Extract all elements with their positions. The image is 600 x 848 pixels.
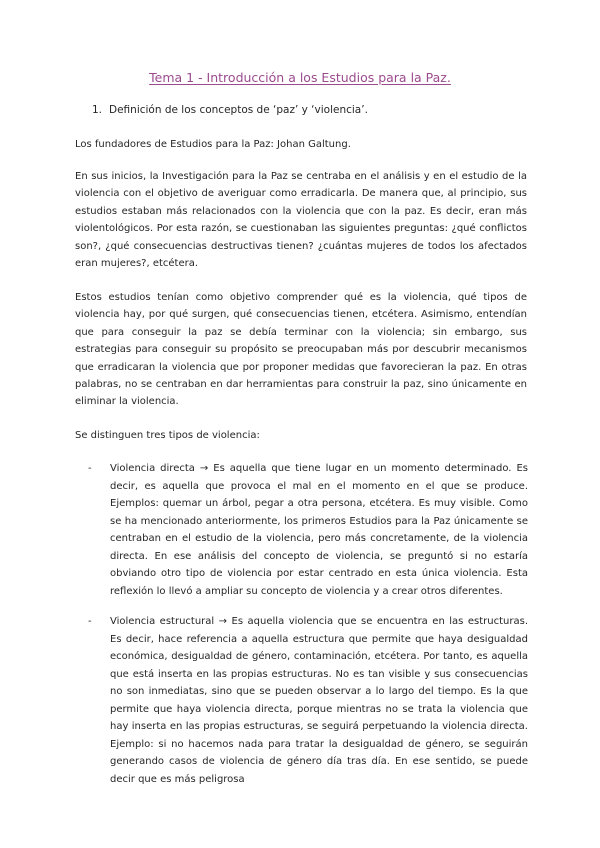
bullet-violencia-estructural: Violencia estructural → Es aquella violencia que se encuentra en las estructuras. Es decir, hace referencia a aquella estructura que permite que haya desigualdad económica, desigualdad de género, contaminación, etcétera. Por tanto, es aquella que está inserta en las propias estructuras. No es tan visible y sus consecuencias no son inmediatas, sino que se pueden observar a lo largo del tiempo. Es la que permite que haya violencia directa, porque mientras no se trata la violencia que hay inserta en las propias estructuras, se seguirá perpetuando la violencia directa. Ejemplo: si no hacemos nada para tratar la desigualdad de género, se seguirán generando casos de violencia de género día tras día. En ese sentido, se puede decir que es más peligrosa [110, 616, 528, 785]
bullet-violencia-directa: Violencia directa → Es aquella que tiene lugar en un momento determinado. Es decir, es aquella que provoca el mal en el momento en el que se produce. Ejemplos: quemar un árbol, pegar a otra persona, etcétera. Es muy visible. Como se ha mencionado anteriormente, los primeros Estudios para la Paz únicamente se centraban en el estudio de la violencia, pero más concretamente, de la violencia directa. En ese análisis del concepto de violencia, se preguntó si no estaría obviando otro tipo de violencia por estar centrado en esta única violencia. Esta reflexión lo llevó a ampliar su concepto de violencia y a crear otros diferentes. [110, 463, 528, 597]
section-heading-text: Definición de los conceptos de ‘paz’ y ‘violencia’. [109, 104, 368, 116]
bullet-dash: - [88, 616, 92, 627]
founders-line: Los fundadores de Estudios para la Paz: Johan Galtung. [75, 139, 351, 150]
document-title: Tema 1 - Introducción a los Estudios para la Paz. [149, 70, 451, 85]
types-intro: Se distinguen tres tipos de violencia: [75, 430, 260, 441]
section-heading [92, 104, 368, 116]
paragraph-2: Estos estudios tenían como objetivo comprender qué es la violencia, qué tipos de violencia hay, por qué surgen, qué consecuencias tienen, etcétera. Asimismo, entendían que para conseguir la paz se debía terminar con la violencia; sin embargo, sus estrategias para conseguir su propósito se preocupaban más por descubrir mecanismos que erradicaran la violencia que por proponer medidas que favorecieran la paz. En otras palabras, no se centraban en dar herramientas para construir la paz, sino únicamente en eliminar la violencia. [75, 292, 527, 408]
bullet-dash: - [88, 463, 92, 474]
paragraph-1: En sus inicios, la Investigación para la Paz se centraba en el análisis y en el estudio de la violencia con el objetivo de averiguar como erradicarla. De manera que, al principio, sus estudios estaban más relacionados con la violencia que con la paz. Es decir, eran más violentológicos. Por esta razón, se cuestionaban las siguientes preguntas: ¿qué conflictos son?, ¿qué consecuencias destructivas tienen? ¿cuántas mujeres de todos los afectados eran mujeres?, etcétera. [75, 171, 527, 270]
section-number: 1. [92, 104, 103, 116]
